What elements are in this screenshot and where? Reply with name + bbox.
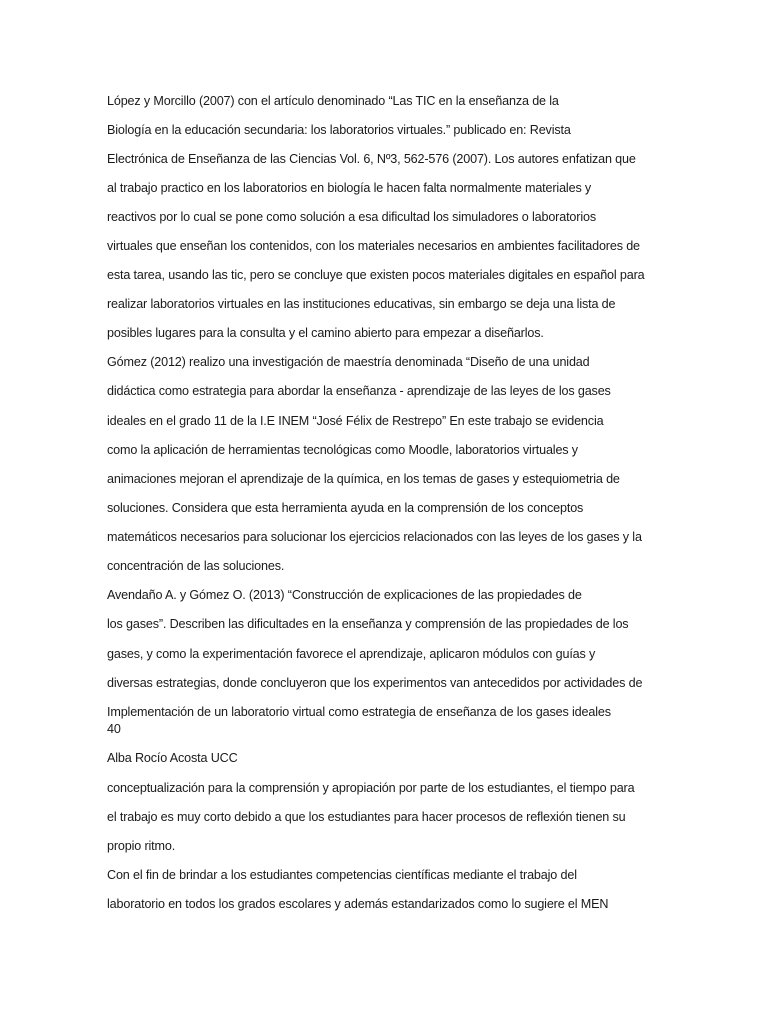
paragraph-line: el trabajo es muy corto debido a que los estudiantes para hacer procesos de reflexión tienen su: [107, 810, 626, 824]
paragraph-line: didáctica como estrategia para abordar la enseñanza - aprendizaje de las leyes de los gases: [107, 384, 611, 398]
paragraph-line: López y Morcillo (2007) con el artículo denominado “Las TIC en la enseñanza de la: [107, 94, 559, 108]
paragraph-line: matemáticos necesarios para solucionar los ejercicios relacionados con las leyes de los gases y la: [107, 530, 642, 544]
paragraph-line: realizar laboratorios virtuales en las instituciones educativas, sin embargo se deja una lista de: [107, 297, 616, 311]
paragraph-line: gases, y como la experimentación favorece el aprendizaje, aplicaron módulos con guías y: [107, 647, 596, 661]
paragraph-line: conceptualización para la comprensión y apropiación por parte de los estudiantes, el tiempo para: [107, 781, 635, 795]
paragraph-line: Gómez (2012) realizo una investigación de maestría denominada “Diseño de una unidad: [107, 355, 590, 369]
paragraph-line: soluciones. Considera que esta herramienta ayuda en la comprensión de los conceptos: [107, 501, 584, 515]
running-header-title: Implementación de un laboratorio virtual como estrategia de enseñanza de los gases ideales: [107, 705, 611, 719]
paragraph-line: propio ritmo.: [107, 839, 176, 853]
paragraph-line: ideales en el grado 11 de la I.E INEM “José Félix de Restrepo” En este trabajo se evidencia: [107, 414, 604, 428]
paragraph-line: al trabajo practico en los laboratorios en biología le hacen falta normalmente materiales y: [107, 181, 592, 195]
paragraph-line: los gases”. Describen las dificultades en la enseñanza y comprensión de las propiedades de los: [107, 617, 629, 631]
paragraph-line: Avendaño A. y Gómez O. (2013) “Construcción de explicaciones de las propiedades de: [107, 588, 582, 602]
paragraph-line: posibles lugares para la consulta y el camino abierto para empezar a diseñarlos.: [107, 326, 544, 340]
paragraph-line: virtuales que enseñan los contenidos, con los materiales necesarios en ambientes facilitadores de: [107, 239, 640, 253]
paragraph-line: laboratorio en todos los grados escolares y además estandarizados como lo sugiere el MEN: [107, 897, 609, 911]
running-header-author: Alba Rocío Acosta UCC: [107, 751, 238, 765]
paragraph-line: Electrónica de Enseñanza de las Ciencias Vol. 6, Nº3, 562-576 (2007). Los autores enfatizan que: [107, 152, 636, 166]
paragraph-line: reactivos por lo cual se pone como solución a esa dificultad los simuladores o laboratorios: [107, 210, 596, 224]
paragraph-line: esta tarea, usando las tic, pero se concluye que existen pocos materiales digitales en español para: [107, 268, 645, 282]
paragraph-line: Biología en la educación secundaria: los laboratorios virtuales.” publicado en: Revista: [107, 123, 571, 137]
paragraph-line: como la aplicación de herramientas tecnológicas como Moodle, laboratorios virtuales y: [107, 443, 578, 457]
paragraph-line: Con el fin de brindar a los estudiantes competencias científicas mediante el trabajo del: [107, 868, 577, 882]
paragraph-line: concentración de las soluciones.: [107, 559, 285, 573]
page-number: 40: [107, 722, 121, 736]
paragraph-line: animaciones mejoran el aprendizaje de la química, en los temas de gases y estequiometria de: [107, 472, 620, 486]
paragraph-line: diversas estrategias, donde concluyeron que los experimentos van antecedidos por actividades de: [107, 676, 643, 690]
